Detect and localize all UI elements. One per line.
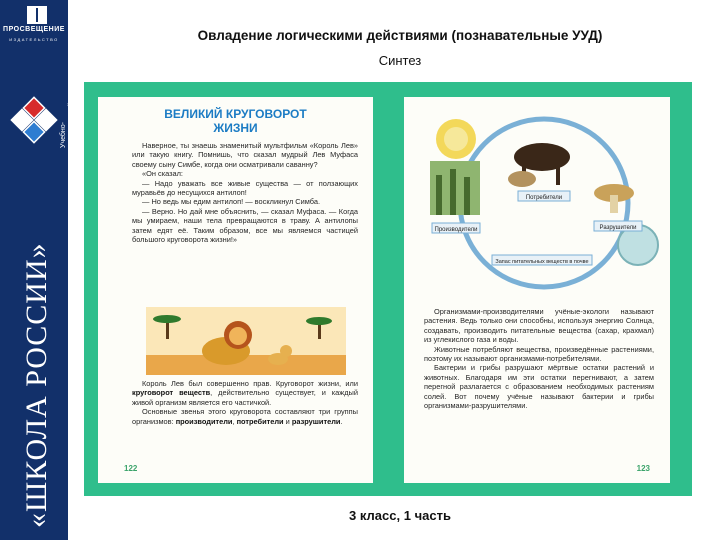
text-span: Основные звенья этого круговорота составляют три группы организмов: xyxy=(132,407,358,426)
paragraph: «Он сказал: xyxy=(142,169,183,179)
paragraph: — Но ведь мы едим антилоп! — воскликнул Симба. xyxy=(142,197,320,207)
diagram-label-reserve: Запас питательных веществ в почве xyxy=(495,259,589,265)
term-producers: производители xyxy=(175,416,233,426)
paragraph xyxy=(132,407,358,426)
text-span: и xyxy=(283,416,292,426)
paragraph xyxy=(132,379,358,407)
story-text xyxy=(132,141,358,244)
page-title-line-2: ЖИЗНИ xyxy=(213,121,258,135)
term-consumers: потребители xyxy=(236,416,284,426)
text-span: , действительно существует, и каждый живой организм является его частичкой. xyxy=(132,388,358,407)
kit-line-2: методический xyxy=(68,102,75,148)
term-nutrient-cycle: круговорот веществ xyxy=(132,388,211,398)
lesson-text xyxy=(132,379,358,426)
text-span: Король Лев был совершенно прав. Круговорот жизни, или xyxy=(142,379,358,388)
diagram-label-decomposers: Разрушители xyxy=(599,225,637,231)
kit-label xyxy=(60,58,84,148)
cycle-diagram xyxy=(422,105,666,305)
page-title-line-1: ВЕЛИКИЙ КРУГОВОРОТ xyxy=(164,107,307,121)
lion-illustration xyxy=(146,307,346,375)
diagram-label-producers: Производители xyxy=(434,227,478,233)
diagram-label-consumers: Потребители xyxy=(525,195,563,201)
kit-line-1: Учебно- xyxy=(60,121,67,148)
series-title: «ШКОЛА РОССИИ» xyxy=(20,242,53,528)
textbook-page-right xyxy=(404,97,670,483)
paragraph: Животные потребляют вещества, произведённые растениями, поэтому их называют организмами-потребителями. xyxy=(424,344,654,364)
slide-title: Овладение логическими действиями (познавательные УУД) xyxy=(197,28,603,43)
paragraph: Бактерии и грибы разрушают мёртвые остатки растений и животных. Благодаря им эти остатки перегнивают, а затем перегной разлагается с образованием необходимых растениям солей. Вот почему учёные называют бактерии и грибы организмами-разрушителями. xyxy=(424,363,654,411)
publisher-name: ПРОСВЕЩЕНИЕ xyxy=(3,26,65,33)
slide-subtitle: Синтез xyxy=(378,53,422,68)
page-number: 122 xyxy=(124,464,138,473)
paragraph: Наверное, ты знаешь знаменитый мультфильм «Король Лев» или такую книгу. Помнишь, что сказал мудрый Лев Муфаса своему сыну Симбе, когда они осматривали саванну? xyxy=(132,141,358,169)
term-decomposers: разрушители xyxy=(291,416,341,426)
text-span: , xyxy=(232,416,237,426)
explanation-text xyxy=(424,307,654,410)
kit-line-3: комплект xyxy=(76,118,83,148)
text-span: . xyxy=(340,416,343,426)
grade-label: 3 класс, 1 часть xyxy=(349,508,451,523)
page-number: 123 xyxy=(636,464,650,473)
paragraph: Организмами-производителями учёные-экологи называют растения. Ведь только они способны, используя энергию Солнца, создавать, производить питательные вещества (сахар, крахмал) из углекислого газа и воды. xyxy=(424,307,654,345)
paragraph: — Надо уважать все живые существа — от ползающих муравьёв до несущихся антилоп! xyxy=(132,178,358,198)
diamond-logo-icon xyxy=(6,92,62,148)
publisher-subline: ИЗДАТЕЛЬСТВО xyxy=(9,37,59,42)
textbook-page-left xyxy=(98,97,373,483)
publisher-logo-icon xyxy=(27,6,47,24)
sidebar xyxy=(0,0,83,540)
paragraph: — Верно. Но дай мне объяснить, — сказал Муфаса. — Когда мы умираем, наши тела превращаются в траву. А антилопы затем едят её. Таким образом, все мы являемся частицей большого круговорота жизни!» xyxy=(132,206,358,245)
